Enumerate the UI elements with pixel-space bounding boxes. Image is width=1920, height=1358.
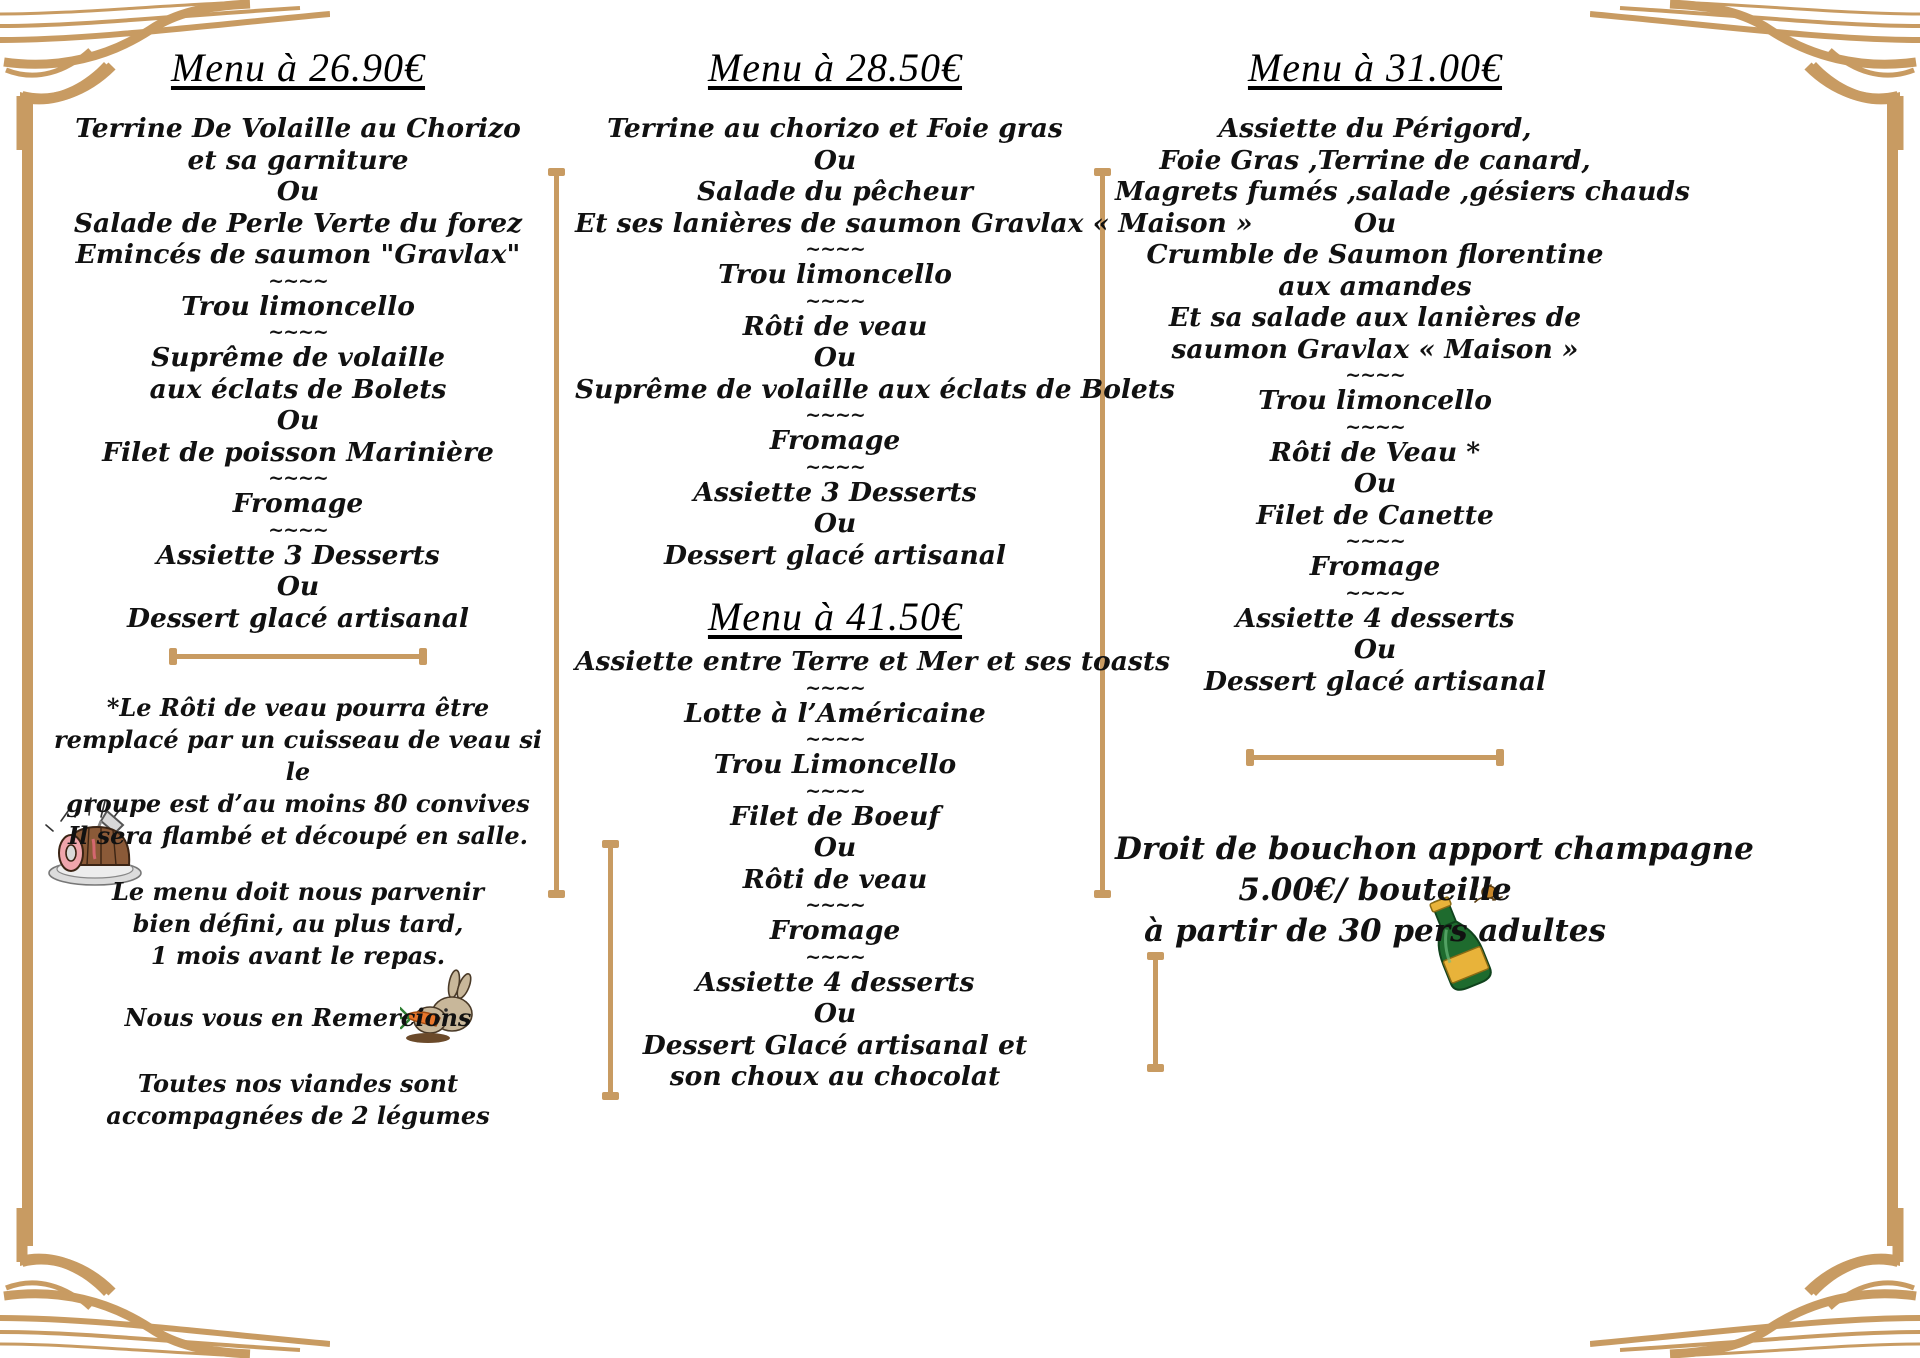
menu-line: Et ses lanières de saumon Gravlax « Maison » [575, 207, 1253, 239]
menu-line: Filet de Boeuf [730, 800, 940, 832]
menu-line: Dessert glacé artisanal [127, 602, 469, 634]
menu-line: Ou [813, 342, 857, 373]
menu-line: Fromage [232, 488, 364, 519]
menu-separator: ~~~~ [805, 894, 865, 916]
menu-line: Lotte à l’Américaine [684, 697, 986, 729]
menu-line: Trou limoncello [718, 259, 952, 290]
menu-line: Ou [813, 832, 857, 863]
menu-separator: ~~~~ [805, 779, 865, 802]
section-divider-column-3 [1246, 747, 1504, 767]
menu-line: Assiette 3 Desserts [693, 476, 977, 508]
menu-column-1 [48, 0, 548, 1132]
menu-line: Ou [1353, 207, 1397, 239]
menu-separator: ~~~~ [805, 455, 865, 478]
thanks-note: Nous vous en Remercions [124, 1003, 472, 1032]
menu-line: Trou limoncello [1258, 385, 1492, 416]
menu-line: Salade du pêcheur [696, 176, 974, 207]
menu-line: Filet de Canette [1256, 499, 1494, 531]
note-line: remplacé par un cuisseau de veau si le [53, 725, 542, 786]
menu-line: Rôti de Veau * [1269, 436, 1481, 468]
menu-lines-41-50 [575, 646, 1170, 1093]
divider-cap-right [1496, 749, 1504, 766]
menu-line: son choux au chocolat [669, 1061, 1001, 1092]
menu-column-3 [1115, 0, 1754, 952]
note-line: 5.00€/ bouteille [1238, 872, 1512, 908]
note-line: Il sera flambé et découpé en salle. [67, 821, 529, 850]
note-line: Droit de bouchon apport champagne [1115, 831, 1754, 867]
menu-line: saumon Gravlax « Maison » [1171, 333, 1579, 365]
menu-line: Assiette 3 Desserts [156, 539, 440, 571]
menu-line: Terrine De Volaille au Chorizo [75, 113, 521, 144]
menu-line: aux amandes [1278, 270, 1472, 302]
divider-cap-right [419, 648, 427, 665]
menu-line: Filet de poisson Marinière [102, 436, 494, 468]
divider-line [175, 654, 421, 659]
divider-line [1252, 755, 1498, 760]
menu-lines-31-00 [1115, 113, 1690, 697]
menu-separator: ~~~~ [805, 728, 865, 750]
menu-separator: ~~~~ [805, 289, 865, 312]
note-line: à partir de 30 pers adultes [1144, 913, 1606, 949]
menu-line: aux éclats de Bolets [149, 373, 447, 405]
menu-line: Assiette entre Terre et Mer et ses toasts [575, 646, 1170, 677]
vegetables-note [48, 1068, 548, 1132]
menu-line: Ou [813, 508, 857, 539]
note-line: *Le Rôti de veau pourra être [106, 693, 490, 722]
menu-line: Trou Limoncello [713, 749, 957, 780]
menu-line: Rôti de veau [742, 863, 928, 895]
section-divider-column-1 [169, 646, 427, 666]
menu-separator: ~~~~ [805, 238, 865, 260]
menu-line: Emincés de saumon "Gravlax" [75, 239, 521, 270]
menu-lines-26-90 [48, 113, 548, 634]
menu-line: Ou [276, 405, 320, 436]
menu-line: Suprême de volaille [151, 342, 445, 373]
menu-line: Terrine au chorizo et Foie gras [607, 113, 1063, 144]
menu-line: et sa garniture [187, 144, 409, 176]
menu-line: Assiette 4 desserts [1235, 602, 1515, 634]
menu-line: Dessert glacé artisanal [1204, 665, 1546, 697]
menu-title-28-50: Menu à 28.50€ [707, 45, 963, 90]
menu-line: Assiette 4 desserts [695, 966, 975, 998]
menu-lines-28-50 [575, 113, 1253, 571]
menu-separator: ~~~~ [268, 321, 328, 343]
menu-line: Ou [276, 571, 320, 602]
menu-line: Trou limoncello [181, 290, 415, 322]
menu-line: Fromage [1309, 551, 1441, 582]
menu-separator: ~~~~ [268, 269, 328, 292]
menu-line: Rôti de veau [742, 310, 928, 342]
menu-line: Ou [813, 998, 857, 1029]
menu-separator: ~~~~ [1345, 415, 1405, 438]
menu-line: Ou [1353, 468, 1397, 499]
menu-separator: ~~~~ [805, 945, 865, 968]
menu-line: Ou [1353, 634, 1397, 665]
menu-line: Dessert glacé artisanal [664, 539, 1006, 571]
menu-title-31-00: Menu à 31.00€ [1247, 45, 1503, 90]
menu-line: Ou [813, 144, 857, 176]
menu-separator: ~~~~ [1345, 364, 1405, 386]
note-line: Toutes nos viandes sont [137, 1069, 459, 1098]
menu-line: Assiette du Périgord, [1218, 113, 1532, 144]
note-line: 1 mois avant le repas. [150, 941, 446, 970]
menu-line: Et sa salade aux lanières de [1168, 302, 1582, 333]
menu-column-2 [575, 0, 1253, 1093]
note-line: Le menu doit nous parvenir [112, 877, 484, 906]
veal-substitution-note [48, 692, 548, 852]
menu-line: Fromage [769, 915, 901, 946]
menu-separator: ~~~~ [1345, 530, 1405, 552]
note-line: bien défini, au plus tard, [132, 909, 464, 938]
menu-title-26-90: Menu à 26.90€ [170, 45, 426, 90]
menu-separator: ~~~~ [268, 467, 328, 489]
menu-line: Salade de Perle Verte du forez [73, 207, 523, 239]
menu-title-41-50: Menu à 41.50€ [707, 594, 963, 639]
menu-line: Foie Gras ,Terrine de canard, [1159, 144, 1591, 176]
menu-separator: ~~~~ [805, 404, 865, 426]
corkage-note [1115, 829, 1754, 952]
menu-separator: ~~~~ [268, 518, 328, 541]
note-line: groupe est d’au moins 80 convives [66, 789, 530, 818]
note-line: accompagnées de 2 légumes [106, 1101, 490, 1130]
menu-deadline-note [48, 876, 548, 972]
menu-line: Dessert Glacé artisanal et [642, 1029, 1028, 1061]
menu-separator: ~~~~ [805, 676, 865, 699]
menu-line: Crumble de Saumon florentine [1146, 239, 1604, 270]
menu-separator: ~~~~ [1345, 581, 1405, 604]
menu-line: Magrets fumés ,salade ,gésiers chauds [1115, 176, 1690, 207]
menu-line: Ou [276, 176, 320, 207]
menu-line: Fromage [769, 425, 901, 456]
menu-line: Suprême de volaille aux éclats de Bolets [575, 373, 1175, 405]
